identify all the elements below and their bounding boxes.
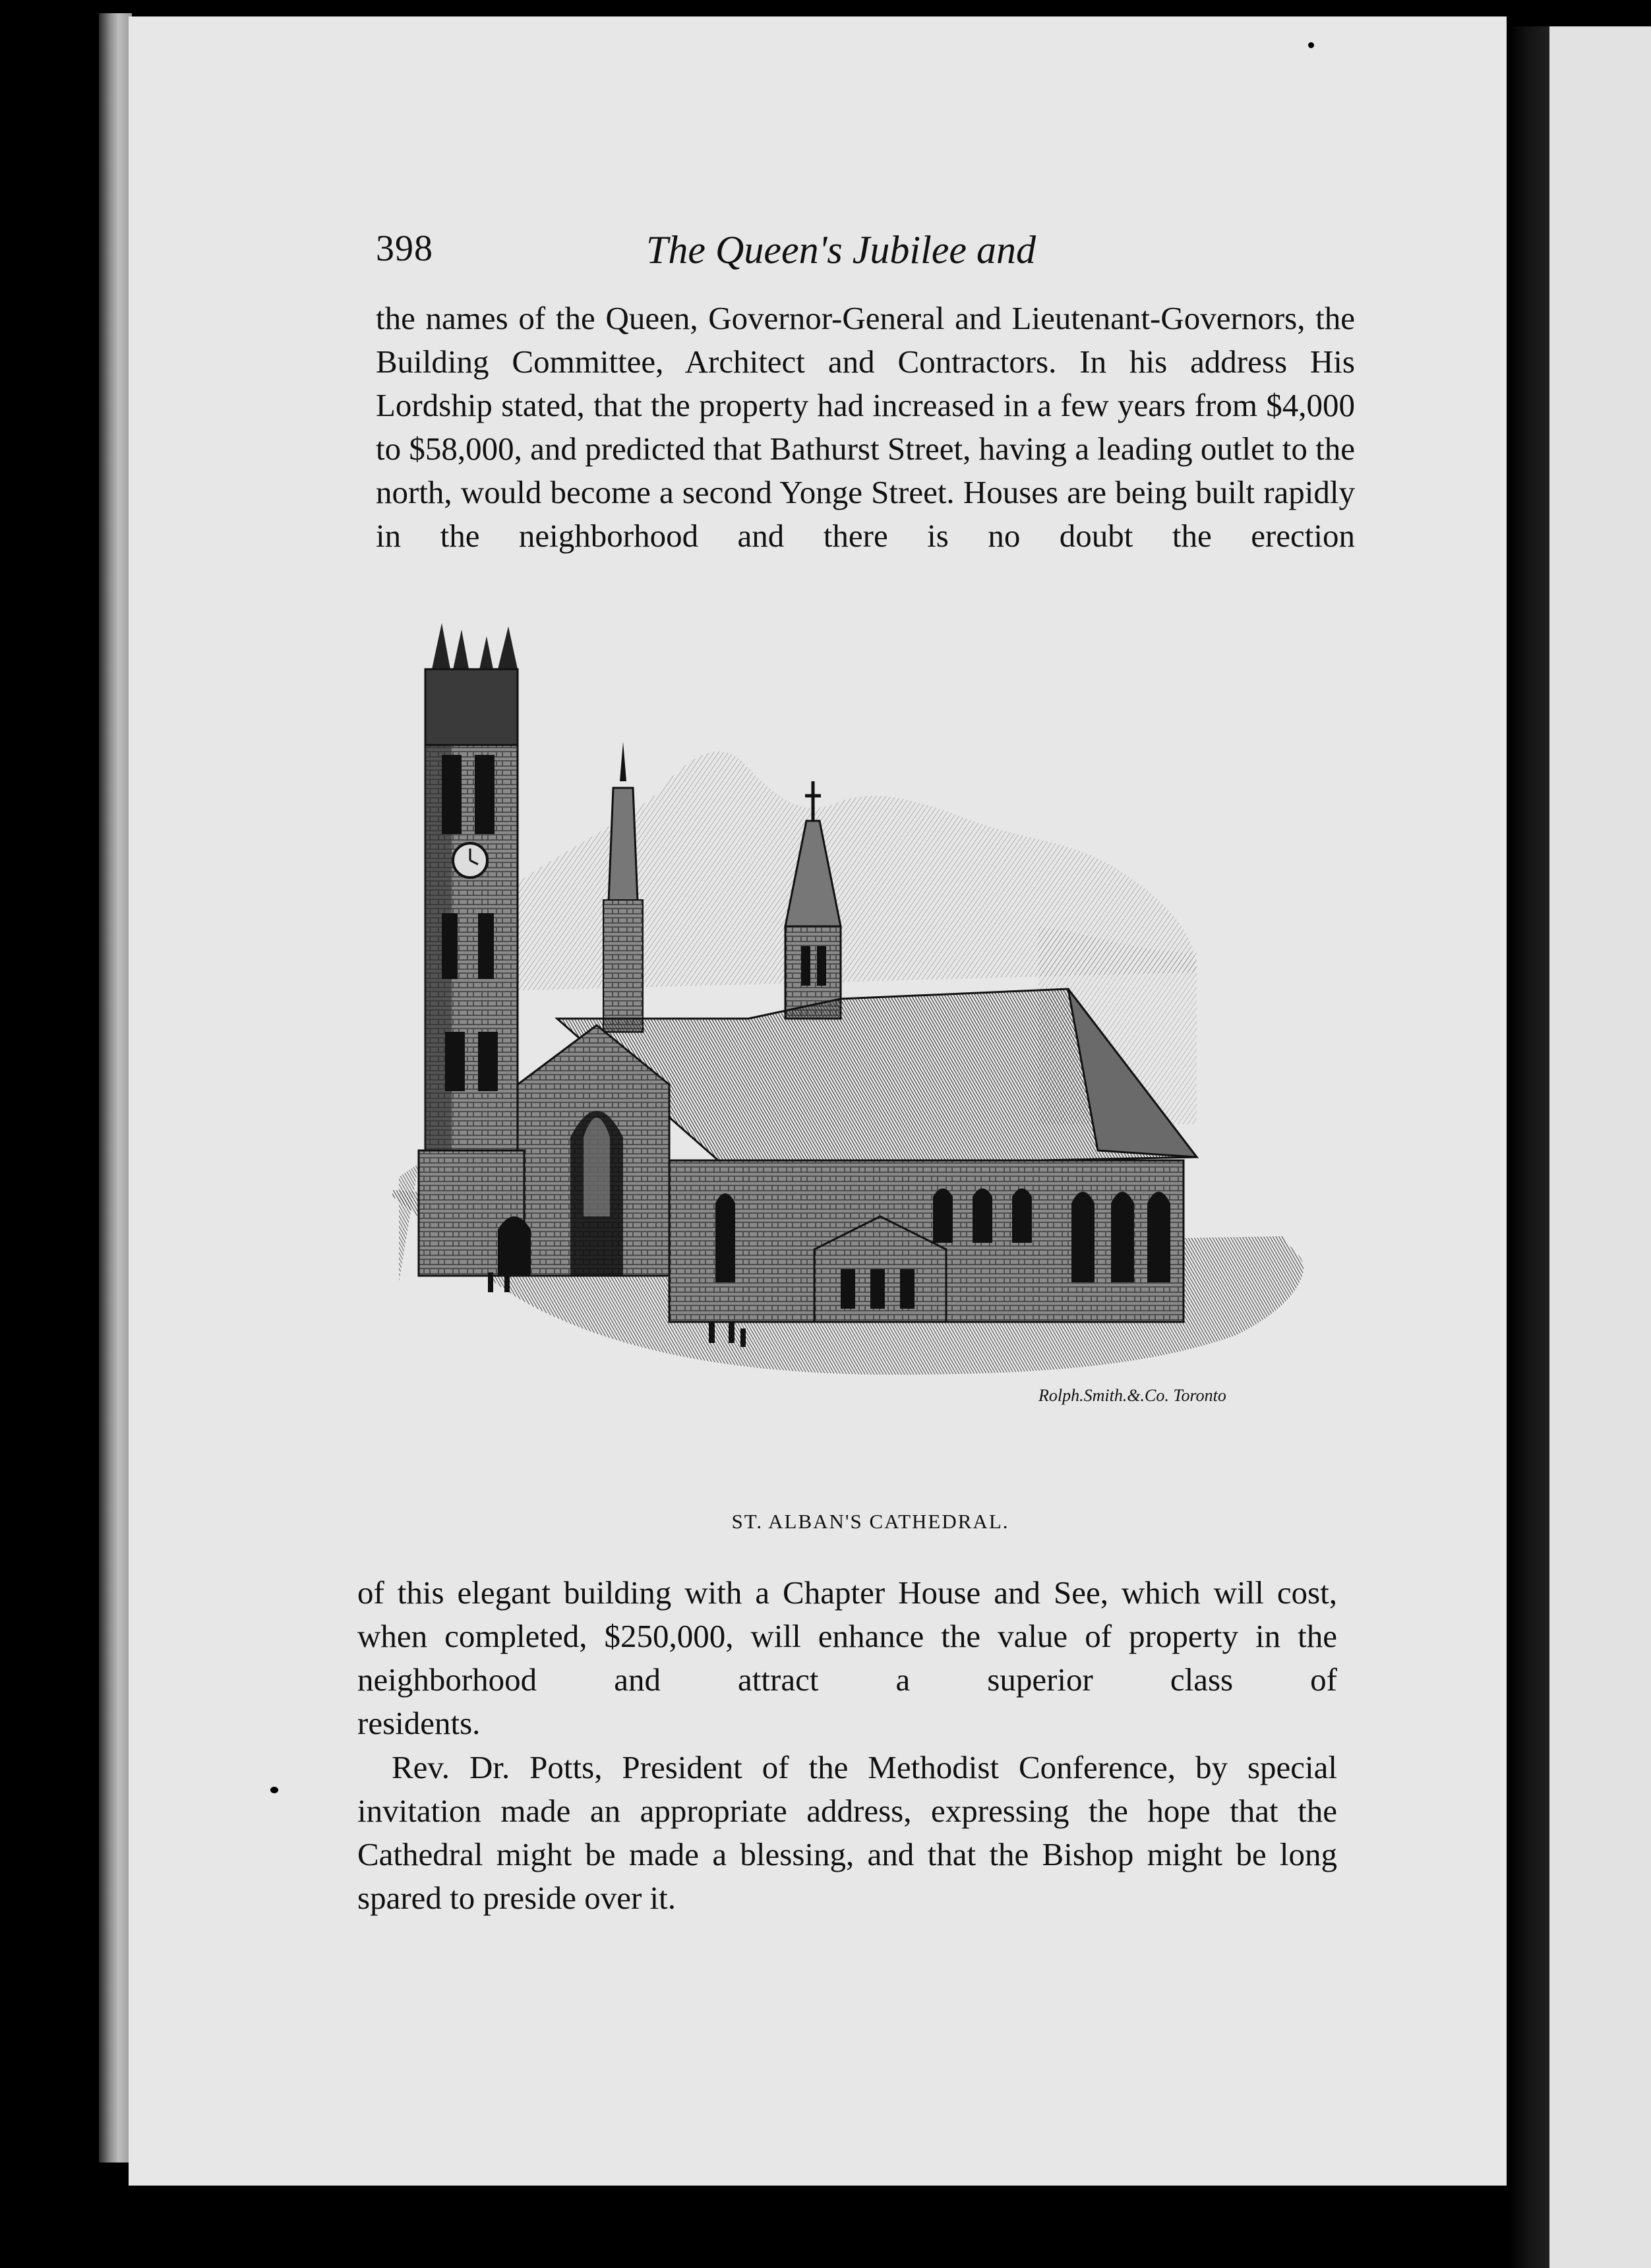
scan-speck xyxy=(270,1787,278,1793)
paragraph-middle: of this elegant building with a Chapter House and See, which will cost, when completed, $250,000, will enhance the value of property in the neighborhood and attract a superior class of xyxy=(357,1574,1337,1698)
page-gutter-shadow xyxy=(1510,26,1549,2268)
facing-page-edge xyxy=(1549,26,1651,2268)
west-door xyxy=(498,1216,531,1276)
cathedral-engraving xyxy=(379,623,1332,1497)
running-title: The Queen's Jubilee and xyxy=(646,228,1036,272)
paragraph-last-text: Rev. Dr. Potts, President of the Methodist Conference, by special invitation made an appropriate address, expressing the hope that the Cathedral might be made a blessing, and that the Bishop might be long spared to preside over it. xyxy=(357,1749,1337,1916)
paragraph-middle-tail: residents. xyxy=(357,1705,481,1741)
paragraph-last xyxy=(357,1746,1337,1920)
paragraph-top: the names of the Queen, Governor-General and Lieutenant-Governors, the Building Committee, Architect and Contractors. In his address His Lordship stated, that the property had increased in a few years from $4,000 to $58,000, and predicted that Bathurst Street, having a leading outlet to the north, would become a second Yonge Street. Houses are being built rapidly in the neighborhood and there is no doubt the erection xyxy=(376,300,1355,554)
central-spire xyxy=(603,742,643,1032)
engraver-signature: Rolph.Smith.&.Co. Toronto xyxy=(1038,1386,1226,1405)
running-head xyxy=(376,227,1358,280)
book-spine-edge xyxy=(99,13,132,2163)
figure-caption: ST. ALBAN'S CATHEDRAL. xyxy=(731,1510,1009,1533)
scan-speck xyxy=(1308,42,1314,48)
page-number: 398 xyxy=(376,228,433,269)
